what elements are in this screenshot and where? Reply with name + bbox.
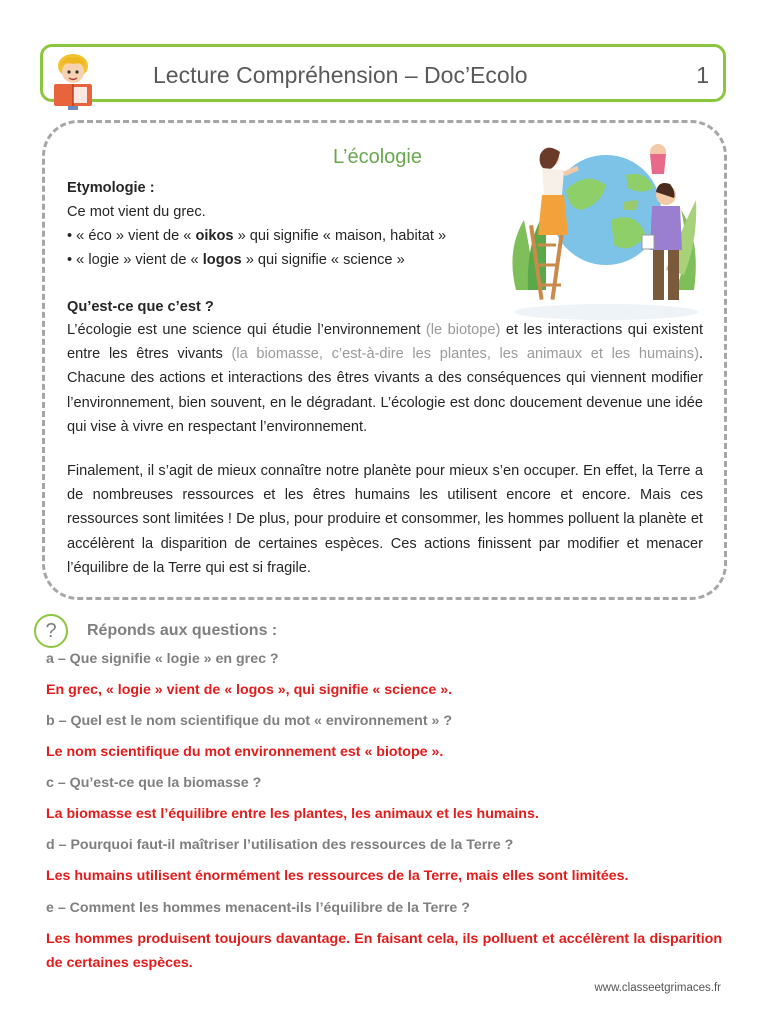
- etymology-line: Ce mot vient du grec.: [67, 204, 206, 220]
- header-banner: [40, 44, 726, 102]
- paragraph-text: . Chacune des actions et interactions des êtres vivants a des conséquences qui viennent modifier l’environnement, bien souvent, en le dégradant. L’écologie est donc doucement devenue une idée qui vise à vivre en respectant l’environnement.: [67, 346, 703, 435]
- answer-e: Les hommes produisent toujours davantage. En faisant cela, ils polluent et accélèrent la disparition de certaines espèces.: [46, 931, 722, 971]
- question-a: a – Que signifie « logie » en grec ?: [46, 651, 279, 667]
- question-b: b – Quel est le nom scientifique du mot « environnement » ?: [46, 713, 452, 729]
- paragraph-text: L’écologie est une science qui étudie l’environnement: [67, 322, 426, 338]
- answer-a: En grec, « logie » vient de « logos », qui signifie « science ».: [46, 682, 453, 698]
- etymology-item-text: • « logie » vient de «: [67, 252, 203, 268]
- mascot-reading-boy-icon: [46, 50, 100, 112]
- answer-c: La biomasse est l’équilibre entre les plantes, les animaux et les humains.: [46, 806, 539, 822]
- etymology-item-logie: [67, 248, 405, 272]
- definition-heading: Qu’est-ce que c’est ?: [67, 299, 214, 315]
- page-number: 1: [696, 62, 709, 88]
- question-e: e – Comment les hommes menacent-ils l’équilibre de la Terre ?: [46, 900, 470, 916]
- etymology-heading: Etymologie :: [67, 180, 155, 196]
- etymology-item-keyword: logos: [202, 252, 242, 268]
- article-title: L’écologie: [333, 146, 422, 168]
- etymology-item-keyword: oikos: [195, 228, 234, 244]
- definition-paragraph: [67, 318, 703, 439]
- question-mark-icon: ?: [34, 614, 68, 648]
- question-d: d – Pourquoi faut-il maîtriser l’utilisation des ressources de la Terre ?: [46, 837, 514, 853]
- etymology-item-text: • « éco » vient de «: [67, 228, 196, 244]
- conclusion-paragraph: Finalement, il s’agit de mieux connaître notre planète pour mieux s’en occuper. En effet, la Terre a de nombreuses ressources et les êtres humains les utilisent encore et encore. Mais ces ressources sont limitées ! De plus, pour produire et consommer, les hommes polluent la planète et accélèrent la disparition de certaines espèces. Ces actions finissent par modifier et menacer l’équilibre de la Terre qui est si fragile.: [67, 463, 703, 576]
- etymology-item-text: » qui signifie « maison, habitat »: [233, 228, 447, 244]
- etymology-item-text: » qui signifie « science »: [241, 252, 405, 268]
- earth-care-illustration-icon: [506, 140, 706, 320]
- paragraph-text: et les interactions qui existent entre les êtres vivants: [67, 322, 703, 363]
- paragraph-aside: (la biomasse, c’est-à-dire les plantes, les animaux et les humains): [231, 346, 699, 363]
- page-title: Lecture Compréhension – Doc’Ecolo: [153, 62, 528, 88]
- answer-b: Le nom scientifique du mot environnement est « biotope ».: [46, 744, 444, 760]
- footer-url: www.classeetgrimaces.fr: [594, 982, 721, 994]
- paragraph-aside: (le biotope): [425, 322, 501, 338]
- answer-d: Les humains utilisent énormément les ressources de la Terre, mais elles sont limitées.: [46, 868, 629, 884]
- question-c: c – Qu’est-ce que la biomasse ?: [46, 775, 262, 791]
- questions-heading: Réponds aux questions :: [87, 622, 278, 639]
- etymology-item-eco: [67, 224, 446, 248]
